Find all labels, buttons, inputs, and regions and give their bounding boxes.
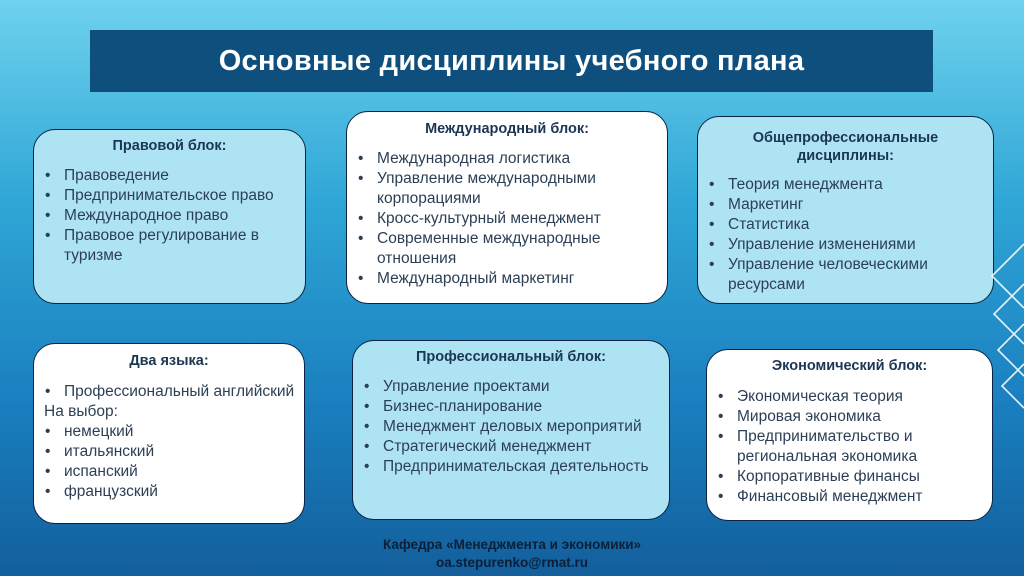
list-item: • Кросс-культурный менеджмент	[355, 209, 659, 229]
list-item: • Корпоративные финансы	[715, 467, 984, 487]
list-item: • Современные международные отношения	[355, 229, 659, 269]
list-item: • немецкий	[42, 422, 296, 442]
professional-block-heading: Профессиональный блок:	[416, 349, 606, 365]
list-item: • Международный маркетинг	[355, 269, 659, 289]
list-item: • Управление человеческими ресурсами	[706, 255, 985, 295]
list-item: • Статистика	[706, 215, 985, 235]
list-item: • Международное право	[42, 206, 297, 226]
list-item: • Правовое регулирование в туризме	[42, 226, 297, 266]
languages-block-card	[33, 343, 305, 524]
title-bar	[90, 30, 933, 92]
page-title: Основные дисциплины учебного плана	[218, 44, 805, 77]
languages-block-heading: Два языка:	[129, 353, 209, 369]
list-item: • Международная логистика	[355, 149, 659, 169]
general-block-heading: Общепрофессиональные дисциплины:	[752, 130, 939, 164]
languages-block-list	[42, 382, 296, 402]
list-item: • Бизнес-планирование	[361, 397, 661, 417]
list-item: • Правоведение	[42, 166, 297, 186]
list-item: • Управление проектами	[361, 377, 661, 397]
international-block-card	[346, 111, 668, 304]
chevron-decoration-icon	[934, 232, 1024, 462]
list-item: • испанский	[42, 462, 296, 482]
footer	[0, 536, 1024, 572]
list-item: • Экономическая теория	[715, 387, 984, 407]
languages-choice-list	[42, 422, 296, 502]
list-item: • Профессиональный английский	[42, 382, 296, 402]
legal-block-list	[42, 166, 297, 266]
list-item: • Теория менеджмента	[706, 175, 985, 195]
international-block-list	[355, 149, 659, 289]
international-block-heading: Международный блок:	[425, 121, 589, 137]
choice-label: На выбор:	[44, 403, 118, 420]
list-item: • Управление изменениями	[706, 235, 985, 255]
list-item: • Финансовый менеджмент	[715, 487, 984, 507]
legal-block-heading: Правовой блок:	[112, 138, 227, 154]
list-item: • французский	[42, 482, 296, 502]
list-item: • Управление международными корпорациями	[355, 169, 659, 209]
list-item: • Предпринимательство и региональная экономика	[715, 427, 984, 467]
list-item: • Стратегический менеджмент	[361, 437, 661, 457]
professional-block-list	[361, 377, 661, 477]
list-item: • итальянский	[42, 442, 296, 462]
professional-block-card	[352, 340, 670, 520]
list-item: • Предпринимательское право	[42, 186, 297, 206]
list-item: • Предпринимательская деятельность	[361, 457, 661, 477]
economic-block-heading: Экономический блок:	[771, 358, 928, 374]
list-item: • Маркетинг	[706, 195, 985, 215]
list-item: • Менеджмент деловых мероприятий	[361, 417, 661, 437]
list-item: • Мировая экономика	[715, 407, 984, 427]
legal-block-card	[33, 129, 306, 304]
contact-email: oa.stepurenko@rmat.ru	[436, 555, 588, 570]
department-name: Кафедра «Менеджмента и экономики»	[382, 537, 642, 552]
